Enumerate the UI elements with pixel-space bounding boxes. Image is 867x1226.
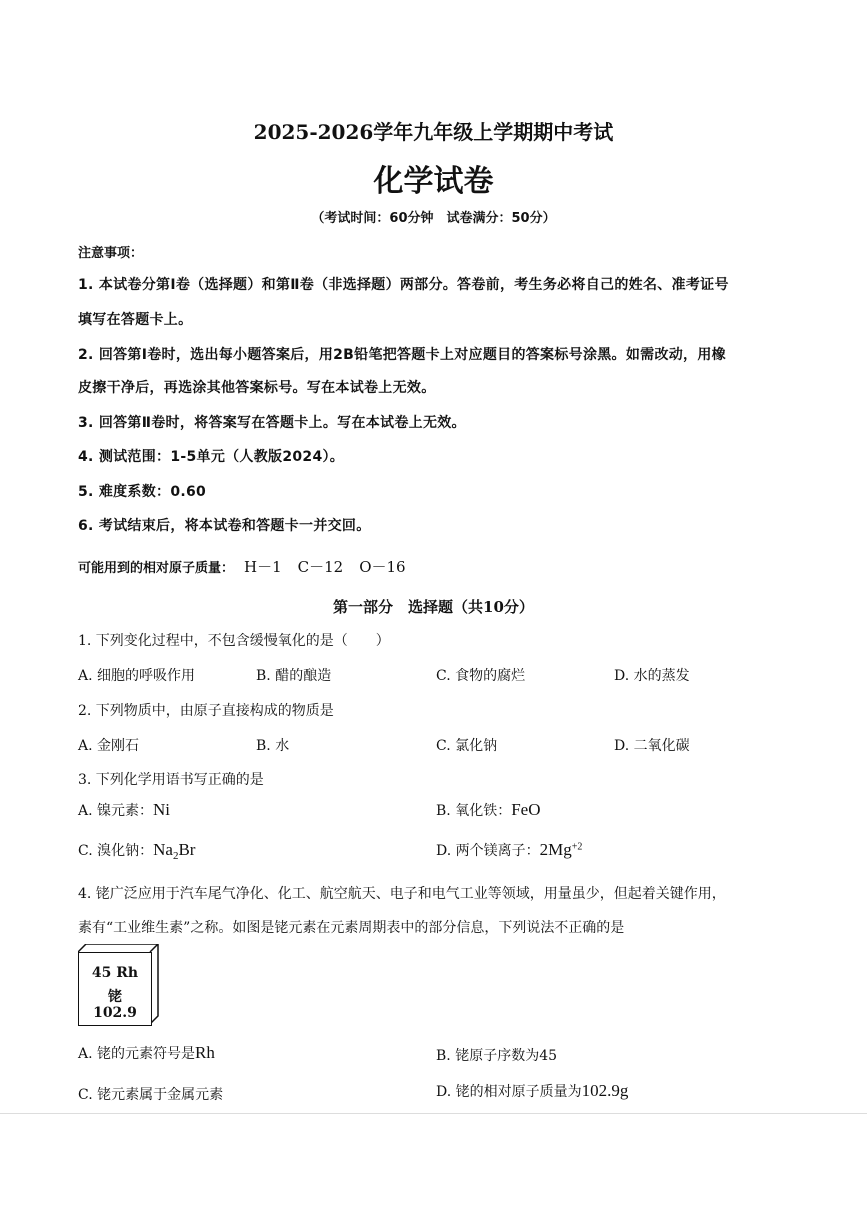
option-c <box>78 840 195 862</box>
option-label: D. 两个镁离子： <box>436 843 540 859</box>
element-name: 铑 <box>108 989 122 1005</box>
option-d <box>436 1081 628 1101</box>
exam-info: （考试时间：60分钟 试卷满分：50分） <box>311 211 556 226</box>
atomic-mass-o: O－16 <box>359 558 406 576</box>
question-stem: 素有“工业维生素”之称。如图是铑元素在元素周期表中的部分信息，下列说法不正确的是 <box>78 920 625 936</box>
subject-title: 化学试卷 <box>373 164 494 199</box>
exam-title: 2025-2026学年九年级上学期期中考试 <box>253 120 614 144</box>
atomic-mass-line <box>78 556 406 577</box>
option-b: B. 醋的酿造 <box>256 668 332 684</box>
option-d: D. 二氧化碳 <box>614 738 690 754</box>
atomic-mass-c: C－12 <box>297 558 344 576</box>
notice-item: 5. 难度系数：0.60 <box>78 484 207 500</box>
option-label: A. 镍元素： <box>78 803 154 819</box>
notice-item: 皮擦干净后，再选涂其他答案标号。写在本试卷上无效。 <box>78 380 436 396</box>
chem-formula-main: Na <box>153 840 173 859</box>
question-stem: 3. 下列化学用语书写正确的是 <box>78 772 264 788</box>
option-c: C. 食物的腐烂 <box>436 668 526 684</box>
notice-item: 6. 考试结束后，将本试卷和答题卡一并交回。 <box>78 518 371 534</box>
notice-heading: 注意事项： <box>78 246 144 261</box>
option-c: C. 铑元素属于金属元素 <box>78 1087 224 1103</box>
chem-formula: Ni <box>153 800 171 819</box>
option-b: B. 水 <box>256 738 290 754</box>
chem-superscript: +2 <box>571 841 583 853</box>
atomic-mass-label: 可能用到的相对原子质量： <box>78 561 235 576</box>
page-divider <box>0 1113 867 1114</box>
notice-item: 4. 测试范围：1-5单元（人教版2024）。 <box>78 449 345 465</box>
element-box <box>78 952 152 1026</box>
notice-item: 2. 回答第Ⅰ卷时，选出每小题答案后，用2B铅笔把答题卡上对应题目的答案标号涂黑。如需改动，用橡 <box>78 347 726 363</box>
question-stem: 2. 下列物质中，由原子直接构成的物质是 <box>78 703 334 719</box>
chem-formula-main: 2Mg <box>539 840 572 859</box>
option-b <box>436 800 540 820</box>
option-a <box>78 1043 215 1063</box>
notice-item: 3. 回答第Ⅱ卷时，将答案写在答题卡上。写在本试卷上无效。 <box>78 415 466 431</box>
chem-formula: Rh <box>195 1043 215 1062</box>
option-b: B. 铑原子序数为45 <box>436 1048 558 1064</box>
atomic-mass-h: H－1 <box>244 558 282 576</box>
element-mass: 102.9 <box>93 1005 137 1021</box>
chem-subscript: 2 <box>172 849 179 862</box>
option-d: D. 水的蒸发 <box>614 668 690 684</box>
chem-formula: 102.9g <box>581 1081 629 1100</box>
option-label: C. 溴化钠： <box>78 843 154 859</box>
option-a: A. 细胞的呼吸作用 <box>78 668 196 684</box>
question-stem: 1. 下列变化过程中，不包含缓慢氧化的是（ ） <box>78 633 390 649</box>
option-label: B. 氧化铁： <box>436 803 512 819</box>
option-label: A. 铑的元素符号是 <box>78 1046 196 1062</box>
option-d <box>436 840 582 860</box>
chem-formula-tail: Br <box>178 840 196 859</box>
section-title: 第一部分 选择题（共10分） <box>333 598 534 616</box>
chem-formula: FeO <box>511 800 541 819</box>
question-stem: 4. 铑广泛应用于汽车尾气净化、化工、航空航天、电子和电气工业等领域，用量虽少，但起着关键作用， <box>78 886 726 902</box>
notice-item: 1. 本试卷分第Ⅰ卷（选择题）和第Ⅱ卷（非选择题）两部分。答卷前，考生务必将自己的姓名、准考证号 <box>78 277 729 293</box>
option-label: D. 铑的相对原子质量为 <box>436 1084 582 1100</box>
element-number-symbol: 45 Rh <box>91 965 139 981</box>
option-c: C. 氯化钠 <box>436 738 498 754</box>
notice-item: 填写在答题卡上。 <box>78 312 193 328</box>
option-a: A. 金刚石 <box>78 738 140 754</box>
option-a <box>78 800 170 820</box>
